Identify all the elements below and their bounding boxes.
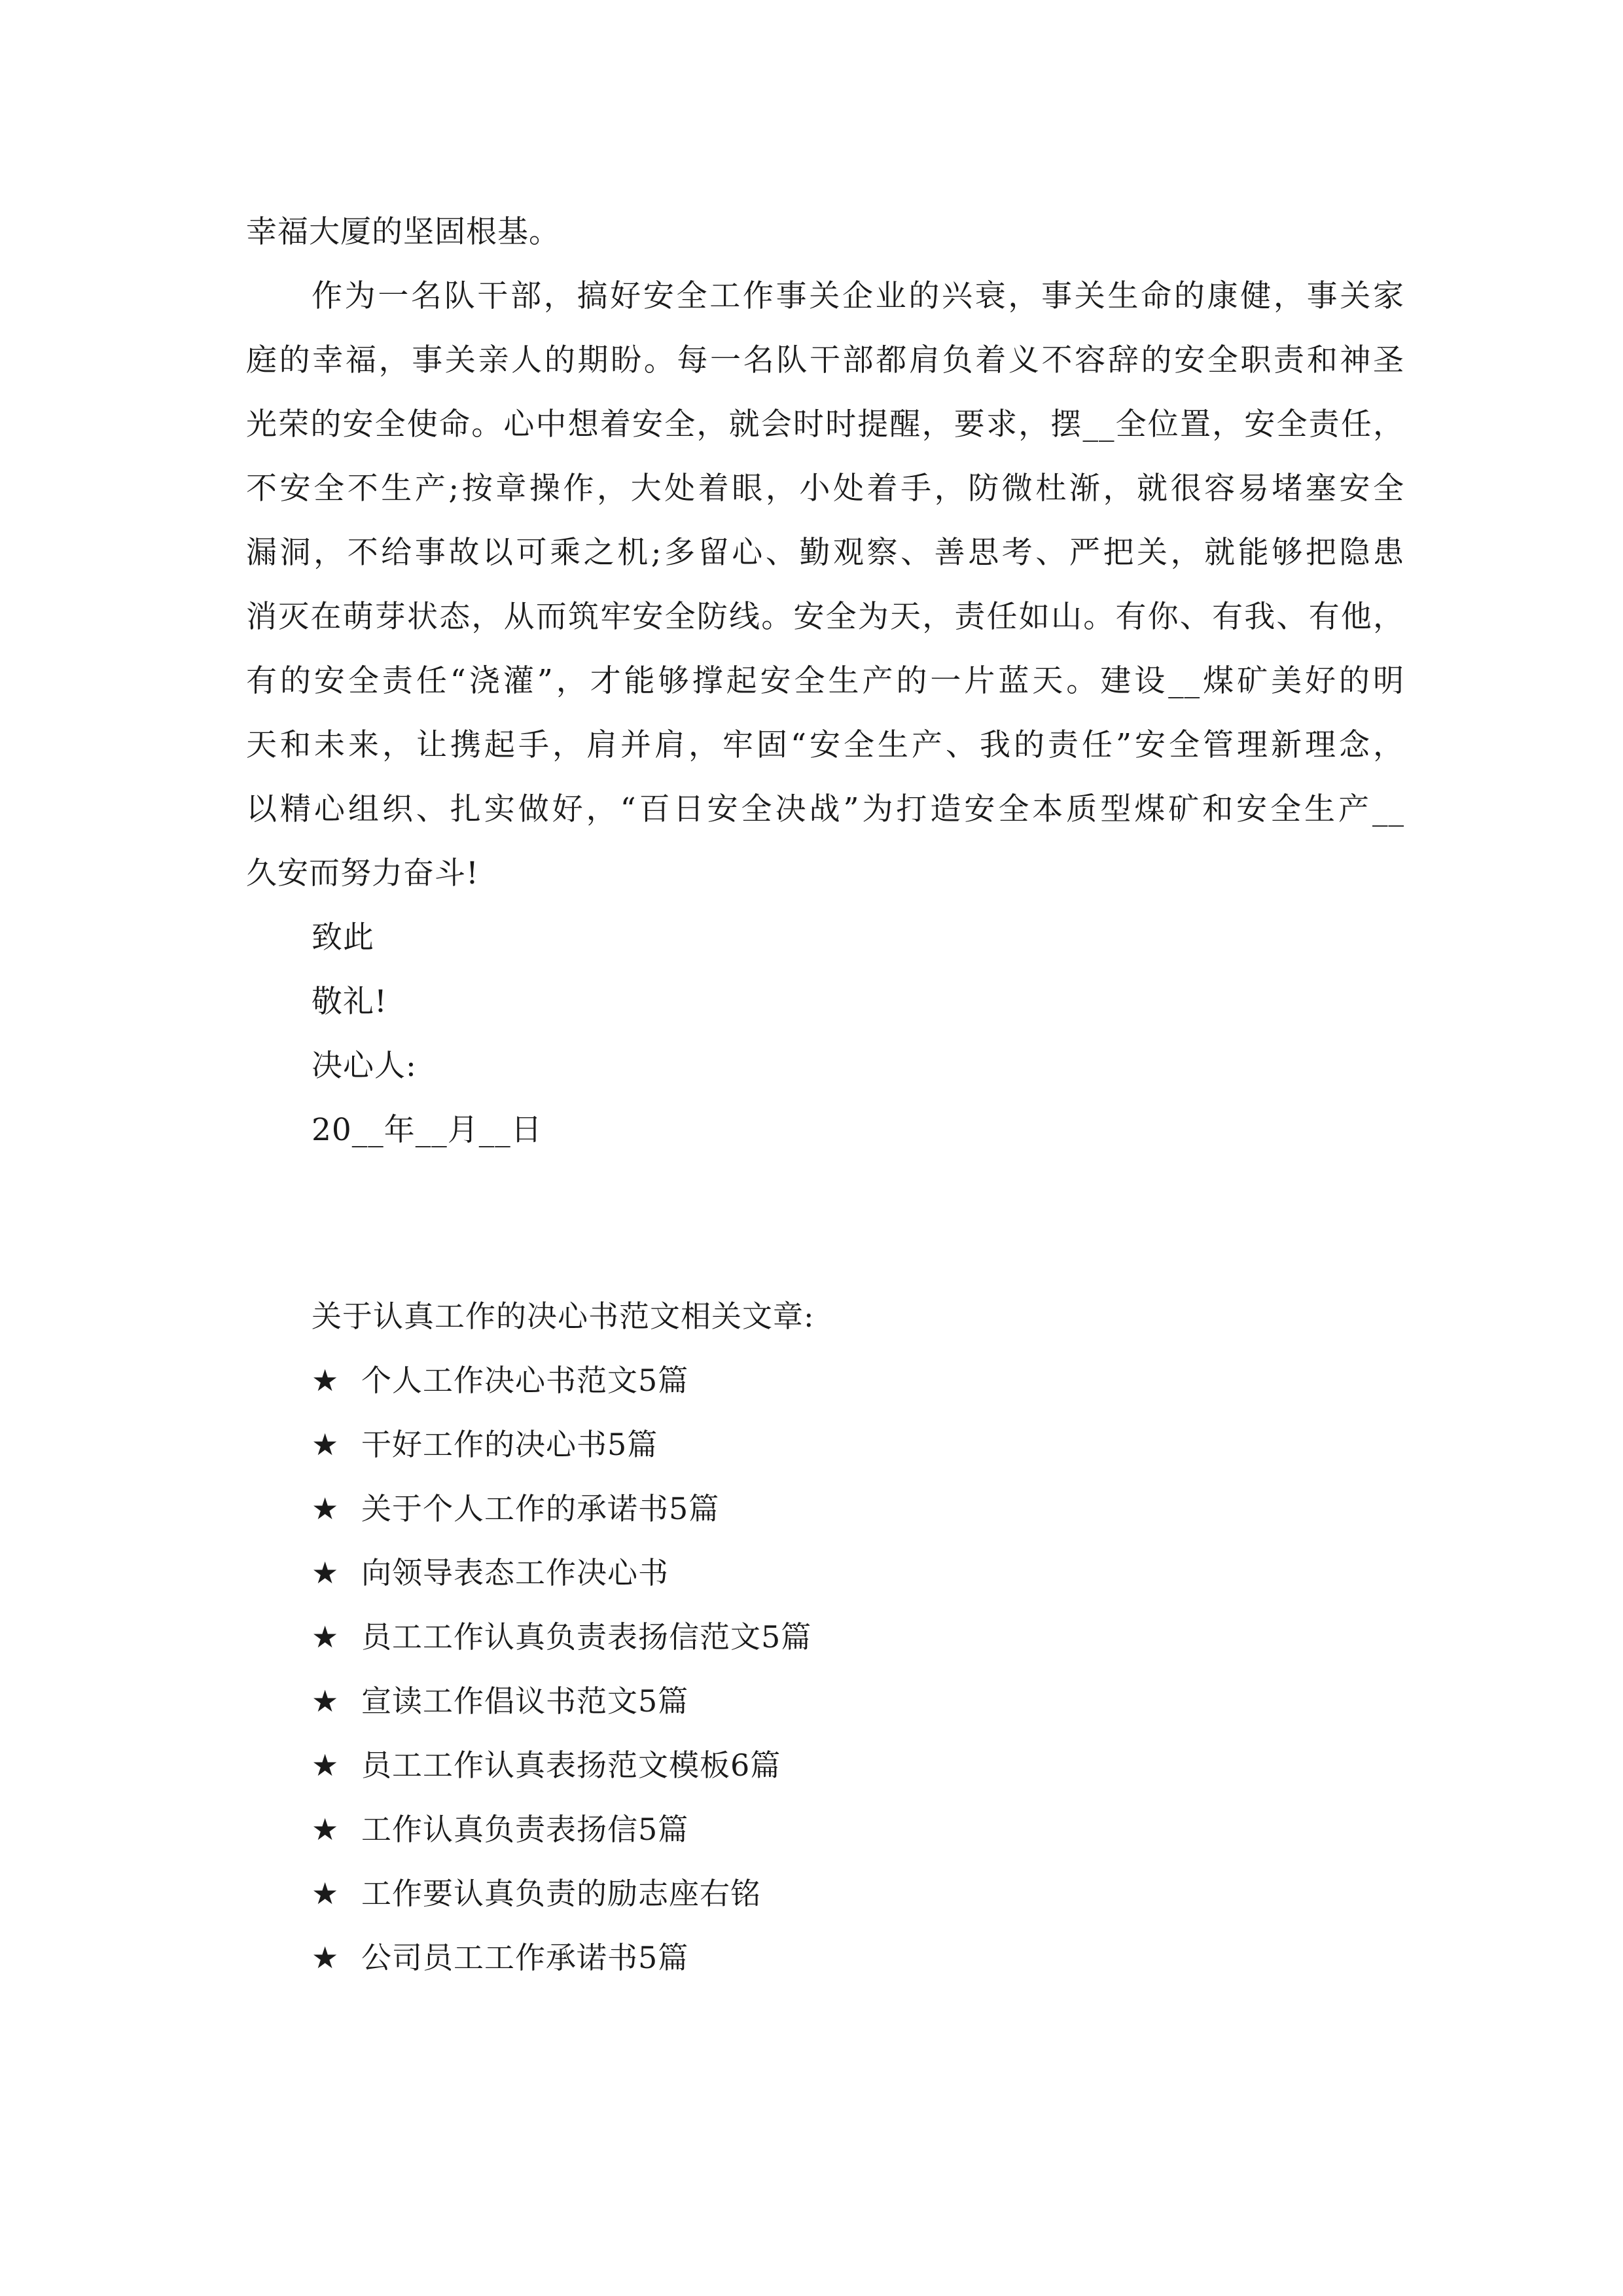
related-link-label[interactable]: 公司员工工作承诺书5篇 bbox=[361, 1940, 689, 1975]
related-link-label[interactable]: 工作认真负责表扬信5篇 bbox=[361, 1812, 689, 1847]
letter-body bbox=[246, 200, 1404, 1162]
related-link-label[interactable]: 宣读工作倡议书范文5篇 bbox=[361, 1683, 689, 1719]
related-link-item[interactable] bbox=[312, 1669, 1228, 1733]
star-icon: ★ bbox=[312, 1940, 340, 1975]
body-line: 庭的幸福，事关亲人的期盼。每一名队干部都肩负着义不容辞的安全职责和神圣 bbox=[246, 342, 1404, 378]
related-link-item[interactable] bbox=[312, 1926, 1228, 1990]
star-icon: ★ bbox=[312, 1748, 340, 1783]
related-link-label[interactable]: 工作要认真负责的励志座右铭 bbox=[361, 1876, 761, 1911]
star-icon: ★ bbox=[312, 1876, 340, 1911]
body-line: 不安全不生产;按章操作，大处着眼，小处着手，防微杜渐，就很容易堵塞安全 bbox=[246, 471, 1404, 507]
closing-text: 致此 bbox=[312, 920, 374, 956]
body-line: 久安而努力奋斗! bbox=[246, 855, 479, 891]
date-line: 20__年__月__日 bbox=[312, 1112, 543, 1148]
star-icon: ★ bbox=[312, 1427, 340, 1462]
body-line: 光荣的安全使命。心中想着安全，就会时时提醒，要求，摆__全位置，安全责任， bbox=[246, 406, 1404, 442]
related-link-item[interactable] bbox=[312, 1861, 1228, 1926]
body-line: 作为一名队干部，搞好安全工作事关企业的兴衰，事关生命的康健，事关家 bbox=[312, 278, 1404, 314]
paragraph-tail: 幸福大厦的坚固根基。 bbox=[246, 214, 560, 250]
related-link-item[interactable] bbox=[312, 1477, 1228, 1541]
salute-text: 敬礼! bbox=[312, 984, 387, 1020]
related-articles bbox=[312, 1284, 1228, 1990]
star-icon: ★ bbox=[312, 1619, 340, 1655]
related-link-item[interactable] bbox=[312, 1412, 1228, 1477]
body-line: 以精心组织、扎实做好，“百日安全决战”为打造安全本质型煤矿和安全生产__ bbox=[246, 791, 1404, 827]
related-link-label[interactable]: 关于个人工作的承诺书5篇 bbox=[361, 1491, 720, 1526]
body-line: 有的安全责任“浇灌”，才能够撑起安全生产的一片蓝天。建设__煤矿美好的明 bbox=[246, 663, 1404, 699]
related-heading: 关于认真工作的决心书范文相关文章: bbox=[312, 1299, 815, 1334]
star-icon: ★ bbox=[312, 1363, 340, 1398]
related-link-label[interactable]: 员工工作认真表扬范文模板6篇 bbox=[361, 1748, 781, 1783]
related-link-item[interactable] bbox=[312, 1797, 1228, 1861]
body-line: 漏洞，不给事故以可乘之机;多留心、勤观察、善思考、严把关，就能够把隐患 bbox=[246, 535, 1404, 571]
related-link-item[interactable] bbox=[312, 1348, 1228, 1412]
related-link-item[interactable] bbox=[312, 1733, 1228, 1797]
star-icon: ★ bbox=[312, 1812, 340, 1847]
body-line: 天和未来，让携起手，肩并肩，牢固“安全生产、我的责任”安全管理新理念， bbox=[246, 727, 1404, 763]
related-link-label[interactable]: 干好工作的决心书5篇 bbox=[361, 1427, 658, 1462]
star-icon: ★ bbox=[312, 1555, 340, 1590]
star-icon: ★ bbox=[312, 1491, 340, 1526]
star-icon: ★ bbox=[312, 1683, 340, 1719]
related-link-item[interactable] bbox=[312, 1605, 1228, 1669]
related-link-label[interactable]: 个人工作决心书范文5篇 bbox=[361, 1363, 689, 1398]
related-link-label[interactable]: 向领导表态工作决心书 bbox=[361, 1555, 669, 1590]
related-link-item[interactable] bbox=[312, 1541, 1228, 1605]
related-link-label[interactable]: 员工工作认真负责表扬信范文5篇 bbox=[361, 1619, 812, 1655]
body-line: 消灭在萌芽状态，从而筑牢安全防线。安全为天，责任如山。有你、有我、有他， bbox=[246, 599, 1404, 635]
signer-label: 决心人: bbox=[312, 1048, 417, 1084]
